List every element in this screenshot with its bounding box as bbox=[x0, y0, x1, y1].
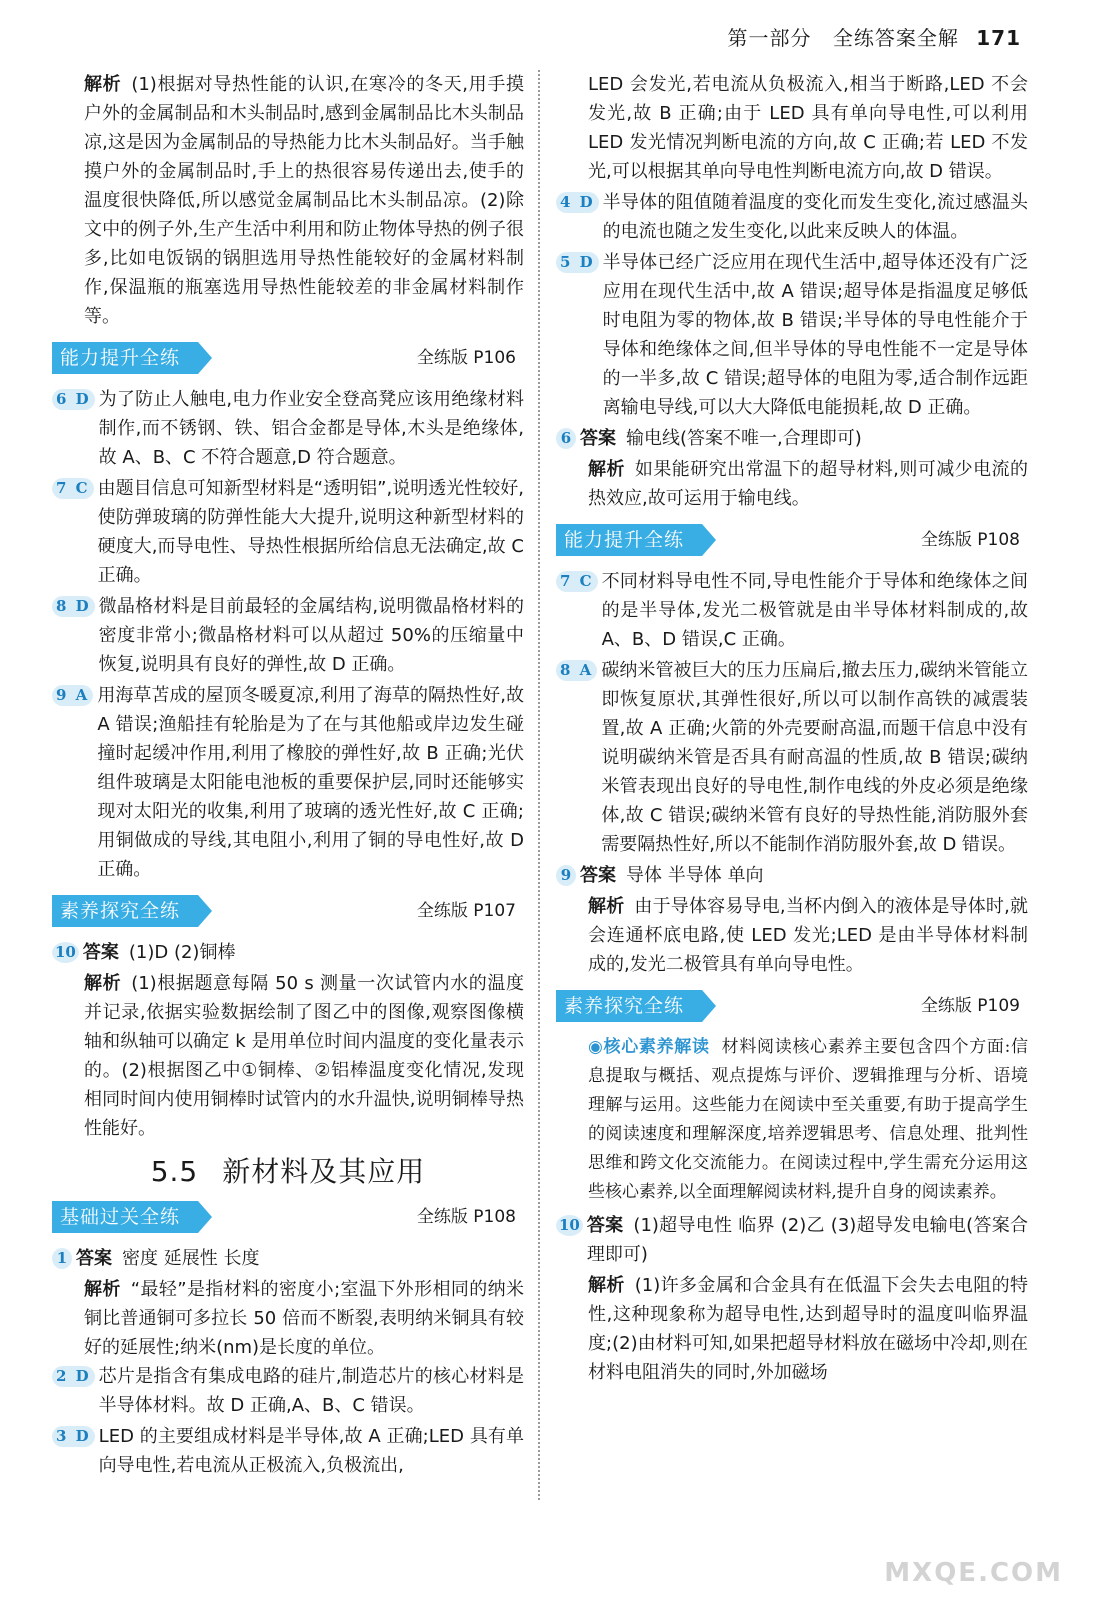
answer-label: 答案 bbox=[76, 1248, 112, 1269]
question-text: 芯片是指含有集成电路的硅片,制造芯片的核心材料是半导体材料。故 D 正确,A、B、C 错误。 bbox=[98, 1366, 524, 1416]
analysis-text: 如果能研究出常温下的超导材料,则可减少电流的热效应,故可运用于输电线。 bbox=[588, 459, 1028, 509]
analysis-label: 解析 bbox=[588, 896, 625, 917]
core-title: 核心素养解读 bbox=[603, 1037, 710, 1057]
section-title: 素养探究全练 bbox=[556, 990, 702, 1022]
column-divider bbox=[538, 70, 540, 1500]
analysis-label: 解析 bbox=[84, 74, 122, 95]
question-text: LED 的主要组成材料是半导体,故 A 正确;LED 具有单向导电性,若电流从正极流入,负极流出, bbox=[98, 1426, 524, 1476]
question-7 bbox=[556, 567, 1028, 654]
answer-badge: 3 D bbox=[52, 1426, 95, 1447]
question-text: 碳纳米管被巨大的压力压扁后,撤去压力,碳纳米管能立即恢复原状,其弹性很好,所以可以制作高铁的减震装置,故 A 正确;火箭的外壳要耐高温,而题干信息中没有说明碳纳米管是否具有耐高温的性质,故 B 错误;碳纳米管表现出良好的导电性,制作电线的外皮必须是绝缘体,故 C 错误;碳纳米管有良好的导热性能,消防服外套需要隔热性好,所以不能制作消防服外套,故 D 错误。 bbox=[601, 660, 1028, 855]
question-5 bbox=[556, 248, 1028, 422]
question-6 bbox=[52, 385, 524, 472]
core-text: 材料阅读核心素养主要包含四个方面:信息提取与概括、观点提炼与评价、逻辑推理与分析、语境理解与运用。这些能力在阅读中至关重要,有助于提高学生的阅读速度和理解深度,培养逻辑思考、信息处理、批判性思维和跨文化交流能力。在阅读过程中,学生需充分运用这些核心素养,以全面理解阅读材料,提升自身的阅读素养。 bbox=[588, 1037, 1028, 1202]
question-text: 用海草苫成的屋顶冬暖夏凉,利用了海草的隔热性好,故 A 错误;渔船挂有轮胎是为了在与其他船或岸边发生碰撞时起缓冲作用,利用了橡胶的弹性好,故 B 正确;光伏组件玻璃是太阳能电池板的重要保护层,同时还能够实现对太阳光的收集,利用了玻璃的透光性好,故 C 正确;用铜做成的导线,其电阻小,利用了铜的导电性好,故 D 正确。 bbox=[97, 685, 524, 880]
answer-label: 答案 bbox=[82, 942, 119, 963]
analysis-label: 解析 bbox=[84, 1279, 121, 1300]
answer-badge: 4 D bbox=[556, 192, 599, 213]
section-title: 素养探究全练 bbox=[52, 895, 198, 927]
question-text: 微晶格材料是目前最轻的金属结构,说明微晶格材料的密度非常小;微晶格材料可以从超过 50%的压缩量中恢复,说明具有良好的弹性,故 D 正确。 bbox=[98, 596, 524, 675]
answer-badge: 9 A bbox=[52, 685, 93, 706]
bullet-icon: ◉ bbox=[588, 1037, 604, 1057]
analysis-text: (1)根据题意每隔 50 s 测量一次试管内水的温度并记录,依据实验数据绘制了图乙中的图像,观察图像横轴和纵轴可以确定 k 是用单位时间内温度的变化量表示的。(2)根据图乙中①铜棒、②铝棒温度变化情况,发现相同时间内使用铜棒时试管内的水升温快,说明铜棒导热性能好。 bbox=[84, 973, 524, 1139]
answer-text: 密度 延展性 长度 bbox=[122, 1248, 260, 1269]
header-part: 第一部分 bbox=[727, 26, 812, 50]
section-ability bbox=[52, 341, 524, 375]
question-3-continued: LED 会发光,若电流从负极流入,相当于断路,LED 不会发光,故 B 正确;由于 LED 具有单向导电性,可以利用 LED 发光情况判断电流的方向,故 C 正确;若 LED 不发光,可以根据其单向导电性判断电流方向,故 D 错误。 bbox=[588, 74, 1028, 182]
section-title: 能力提升全练 bbox=[556, 524, 702, 556]
core-literacy-box bbox=[588, 1033, 1028, 1207]
answer-text: (1)超导电性 临界 (2)乙 (3)超导发电输电(答案合理即可) bbox=[586, 1215, 1028, 1265]
section-ref: 全练版 P107 bbox=[416, 900, 516, 921]
section-basic bbox=[52, 1200, 524, 1234]
answer-badge: 5 D bbox=[556, 252, 599, 273]
question-1 bbox=[52, 1244, 524, 1273]
right-column bbox=[556, 70, 1028, 1387]
chapter-heading bbox=[52, 1157, 524, 1186]
section-title: 能力提升全练 bbox=[52, 342, 198, 374]
page-number: 171 bbox=[976, 26, 1021, 50]
question-2 bbox=[52, 1362, 524, 1420]
analysis-text: 由于导体容易导电,当杯内倒入的液体是导体时,就会连通杯底电路,使 LED 发光;LED 是由半导体材料制成的,发光二极管具有单向导电性。 bbox=[588, 896, 1028, 975]
question-9 bbox=[52, 681, 524, 884]
question-8 bbox=[556, 656, 1028, 859]
section-ref: 全练版 P109 bbox=[920, 995, 1020, 1016]
analysis-block bbox=[84, 969, 524, 1143]
page-header bbox=[728, 22, 1021, 51]
question-3 bbox=[52, 1422, 524, 1480]
answer-badge: 6 D bbox=[52, 389, 95, 410]
question-text: 为了防止人触电,电力作业安全登高凳应该用绝缘材料制作,而不锈钢、铁、铝合金都是导体,木头是绝缘体,故 A、B、C 不符合题意,D 符合题意。 bbox=[98, 389, 524, 468]
section-literacy bbox=[556, 989, 1028, 1023]
answer-line bbox=[580, 424, 1028, 453]
question-text: 由题目信息可知新型材料是“透明铝”,说明透光性较好,使防弹玻璃的防弹性能大大提升,说明这种新型材料的硬度大,而导电性、导热性根据所给信息无法确定,故 C 正确。 bbox=[97, 478, 524, 586]
intro-analysis bbox=[84, 70, 524, 331]
section-title: 基础过关全练 bbox=[52, 1201, 198, 1233]
header-title: 全练答案全解 bbox=[832, 26, 959, 50]
answer-text: 导体 半导体 单向 bbox=[626, 865, 764, 886]
question-number-badge: 10 bbox=[52, 942, 79, 963]
answer-badge: 2 D bbox=[52, 1366, 95, 1387]
chapter-number: 5.5 bbox=[150, 1155, 199, 1188]
answer-label: 答案 bbox=[586, 1215, 624, 1236]
analysis-label: 解析 bbox=[588, 1275, 625, 1296]
analysis-label: 解析 bbox=[588, 459, 625, 480]
question-7 bbox=[52, 474, 524, 590]
question-number-badge: 10 bbox=[556, 1215, 583, 1236]
answer-text: 输电线(答案不唯一,合理即可) bbox=[626, 428, 862, 449]
question-8 bbox=[52, 592, 524, 679]
answer-badge: 7 C bbox=[52, 478, 94, 499]
section-ref: 全练版 P108 bbox=[920, 529, 1020, 550]
analysis-text: (1)根据对导热性能的认识,在寒冷的冬天,用手摸户外的金属制品和木头制品时,感到金属制品比木头制品凉,这是因为金属制品的导热能力比木头制品好。当手触摸户外的金属制品时,手上的热很容易传递出去,使手的温度很快降低,所以感觉金属制品比木头制品凉。(2)除文中的例子外,生产生活中利用和防止物体导热的例子很多,比如电饭锅的锅胆选用导热性能较好的金属材料制作,保温瓶的瓶塞选用导热性能较差的非金属材料制作等。 bbox=[84, 74, 524, 327]
question-number-badge: 6 bbox=[556, 428, 576, 449]
left-column bbox=[52, 70, 524, 1482]
answer-badge: 8 A bbox=[556, 660, 597, 681]
watermark: MXQE.COM bbox=[884, 1558, 1063, 1588]
answer-line bbox=[76, 1244, 524, 1273]
analysis-block bbox=[588, 892, 1028, 979]
question-4 bbox=[556, 188, 1028, 246]
question-9 bbox=[556, 861, 1028, 890]
analysis-block bbox=[84, 1275, 524, 1362]
analysis-text: “最轻”是指材料的密度小;室温下外形相同的纳米铜比普通铜可多拉长 50 倍而不断裂,表明纳米铜具有较好的延展性;纳米(nm)是长度的单位。 bbox=[84, 1279, 525, 1358]
question-10 bbox=[52, 938, 524, 967]
analysis-text: (1)许多金属和合金具有在低温下会失去电阻的特性,这种现象称为超导电性,达到超导时的温度叫临界温度;(2)由材料可知,如果把超导材料放在磁场中冷却,则在材料电阻消失的同时,外加磁场 bbox=[588, 1275, 1029, 1383]
chapter-title: 新材料及其应用 bbox=[222, 1155, 426, 1188]
question-text: 半导体的阻值随着温度的变化而发生变化,流过感温头的电流也随之发生变化,以此来反映人的体温。 bbox=[602, 192, 1028, 242]
question-number-badge: 9 bbox=[556, 865, 576, 886]
answer-label: 答案 bbox=[580, 428, 616, 449]
answer-line bbox=[580, 861, 1028, 890]
question-10 bbox=[556, 1211, 1028, 1269]
section-literacy bbox=[52, 894, 524, 928]
analysis-label: 解析 bbox=[84, 973, 122, 994]
section-ref: 全练版 P108 bbox=[416, 1206, 516, 1227]
section-ref: 全练版 P106 bbox=[416, 347, 516, 368]
question-text: 半导体已经广泛应用在现代生活中,超导体还没有广泛应用在现代生活中,故 A 错误;超导体是指温度足够低时电阻为零的物体,故 B 错误;半导体的导电性能介于导体和绝缘体之间,但半导体的导电性能不一定是导体的一半多,故 C 错误;超导体的电阻为零,适合制作远距离输电导线,可以大大降低电能损耗,故 D 正确。 bbox=[602, 252, 1028, 418]
answer-label: 答案 bbox=[580, 865, 616, 886]
answer-text: (1)D (2)铜棒 bbox=[128, 942, 236, 963]
question-6 bbox=[556, 424, 1028, 453]
answer-badge: 7 C bbox=[556, 571, 598, 592]
question-text: 不同材料导电性不同,导电性能介于导体和绝缘体之间的是半导体,发光二极管就是由半导体材料制成的,故 A、B、D 错误,C 正确。 bbox=[601, 571, 1028, 650]
question-number-badge: 1 bbox=[52, 1248, 72, 1269]
answer-line bbox=[587, 1211, 1028, 1269]
analysis-block bbox=[588, 455, 1028, 513]
analysis-block bbox=[588, 1271, 1028, 1387]
answer-line bbox=[83, 938, 524, 967]
answer-badge: 8 D bbox=[52, 596, 95, 617]
section-ability bbox=[556, 523, 1028, 557]
